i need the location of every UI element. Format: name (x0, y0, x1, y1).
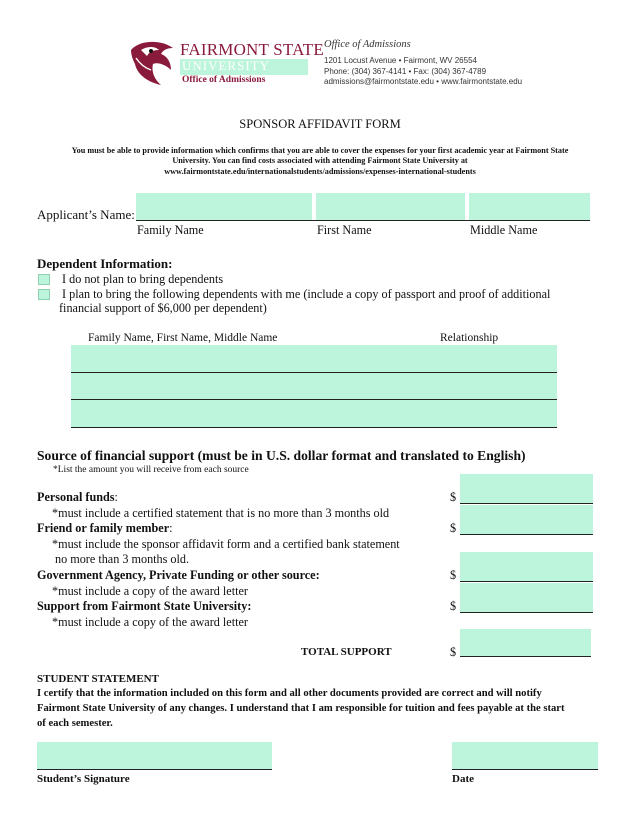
dependent-heading: Dependent Information: (37, 256, 173, 271)
dependent-row-1-input[interactable] (71, 345, 557, 372)
bring-dependents-checkbox[interactable] (38, 289, 50, 300)
intro-line-1: You must be able to provide information which confirms that you are able to cover the expenses for your first academic year at Fairmont State (71, 146, 569, 155)
applicant-name-label: Applicant’s Name: (37, 207, 135, 222)
personal-funds-label: Personal funds: (37, 490, 118, 504)
office-title: Office of Admissions (324, 39, 411, 50)
personal-funds-amount-input[interactable] (460, 474, 593, 504)
office-address: 1201 Locust Avenue • Fairmont, WV 26554 (324, 56, 477, 65)
form-title: SPONSOR AFFIDAVIT FORM (239, 117, 401, 131)
logo-wordmark: FAIRMONT STATE (180, 40, 324, 59)
logo-office: Office of Admissions (182, 75, 266, 85)
family-name-input[interactable] (136, 193, 312, 220)
falcon-head-icon (127, 40, 177, 86)
middle-name-input[interactable] (469, 193, 590, 220)
signature-label: Student’s Signature (37, 773, 130, 785)
intro-line-2: University. You can find costs associated with attending Fairmont State University at (172, 156, 468, 165)
total-support-amount-input[interactable] (460, 629, 591, 657)
total-support-label: TOTAL SUPPORT (301, 646, 392, 658)
personal-funds-note: *must include a certified statement that is no more than 3 months old (52, 506, 390, 520)
no-dependents-label: I do not plan to bring dependents (62, 272, 224, 286)
statement-heading: STUDENT STATEMENT (37, 673, 159, 685)
currency-symbol: $ (450, 490, 457, 504)
office-phone: Phone: (304) 367-4141 • Fax: (304) 367-4789 (324, 67, 487, 76)
currency-symbol: $ (450, 645, 457, 659)
fsu-support-amount-input[interactable] (460, 583, 593, 613)
date-label: Date (452, 773, 474, 785)
fsu-support-note: *must include a copy of the award letter (52, 615, 248, 629)
no-dependents-checkbox[interactable] (38, 274, 50, 285)
dependents-relationship-header: Relationship (440, 332, 499, 344)
financial-heading: Source of financial support (must be in U.S. dollar format and translated to English) (37, 448, 526, 463)
fsu-support-label: Support from Fairmont State University: (37, 599, 252, 613)
dependents-name-header: Family Name, First Name, Middle Name (88, 332, 278, 344)
middle-name-caption: Middle Name (470, 223, 538, 237)
dependent-row-3-input[interactable] (71, 400, 557, 427)
first-name-caption: First Name (317, 223, 372, 237)
government-amount-input[interactable] (460, 552, 593, 582)
bring-dependents-label: I plan to bring the following dependents with me (include a copy of passport and proof of additional (62, 287, 551, 301)
office-web: admissions@fairmontstate.edu • www.fairmontstate.edu (324, 77, 523, 86)
intro-line-3: www.fairmontstate.edu/internationalstudents/admissions/expenses-international-students (164, 167, 476, 176)
bring-dependents-label-2: financial support of $6,000 per dependent) (59, 301, 267, 315)
statement-line-1: I certify that the information included on this form and all other documents provided are correct and will notify (37, 688, 542, 699)
friend-family-amount-input[interactable] (460, 505, 593, 535)
government-label: Government Agency, Private Funding or other source: (37, 568, 320, 582)
first-name-input[interactable] (316, 193, 465, 220)
dependent-row-2-input[interactable] (71, 373, 557, 399)
family-name-caption: Family Name (137, 223, 204, 237)
date-input[interactable] (452, 742, 598, 769)
university-logo (127, 40, 324, 86)
logo-university: UNIVERSITY (182, 58, 270, 73)
currency-symbol: $ (450, 568, 457, 582)
signature-input[interactable] (37, 742, 272, 769)
government-note: *must include a copy of the award letter (52, 584, 248, 598)
statement-line-2: Fairmont State University of any changes. I understand that I am responsible for tuition and fees payable at the start (37, 703, 565, 714)
friend-family-note-2: no more than 3 months old. (55, 552, 190, 566)
statement-line-3: of each semester. (37, 718, 113, 729)
currency-symbol: $ (450, 599, 457, 613)
friend-family-label: Friend or family member: (37, 521, 173, 535)
financial-note: *List the amount you will receive from each source (53, 465, 249, 475)
currency-symbol: $ (450, 521, 457, 535)
friend-family-note: *must include the sponsor affidavit form and a certified bank statement (52, 537, 400, 551)
